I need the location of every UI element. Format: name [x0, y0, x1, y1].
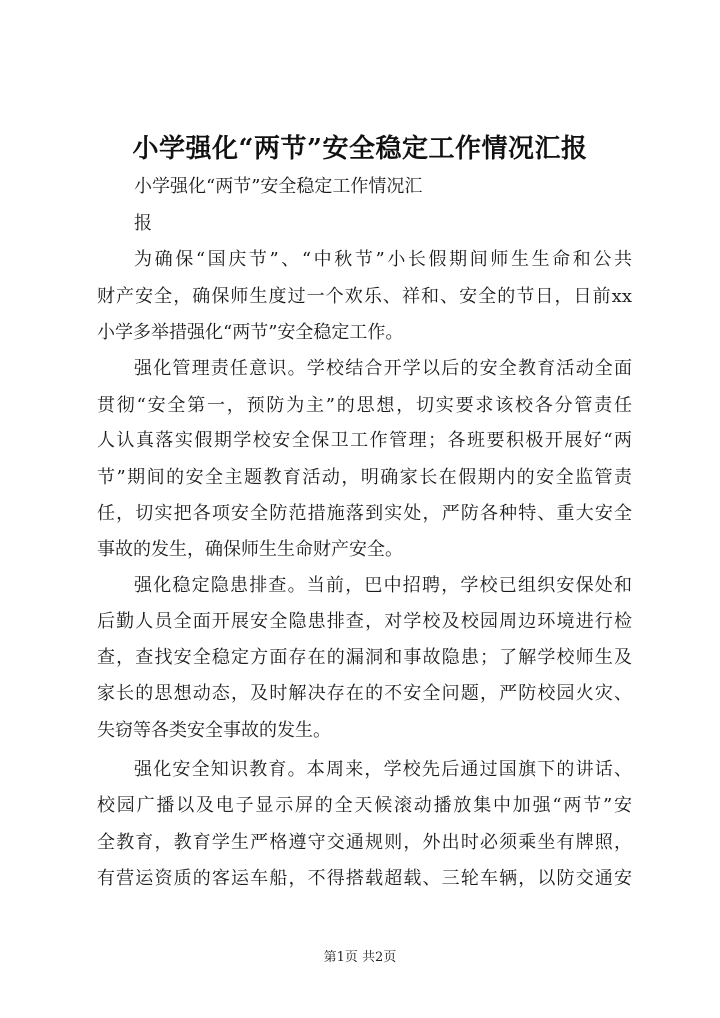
paragraph-line: 人认真落实假期学校安全保卫工作管理；各班要积极开展好“两: [97, 430, 632, 451]
subtitle-line: 小学强化“两节”安全稳定工作情况汇: [134, 176, 423, 197]
subtitle-line: 报: [134, 213, 152, 234]
paragraph-line: 事故的发生，确保师生生命财产安全。: [97, 539, 403, 560]
paragraph-line: 贯彻“安全第一，预防为主”的思想，切实要求该校各分管责任: [97, 395, 632, 416]
paragraph-line: 小学多举措强化“两节”安全稳定工作。: [97, 322, 404, 343]
paragraph-line: 失窃等各类安全事故的发生。: [97, 720, 331, 741]
paragraph-line: 节”期间的安全主题教育活动，明确家长在假期内的安全监管责: [97, 467, 632, 488]
paragraph-line: 财产安全，确保师生度过一个欢乐、祥和、安全的节日，日前xx: [97, 286, 632, 307]
paragraph-line: 查，查找安全稳定方面存在的漏洞和事故隐患；了解学校师生及: [97, 647, 632, 668]
paragraph-line: 强化管理责任意识。学校结合开学以后的安全教育活动全面: [134, 358, 632, 379]
paragraph-line: 有营运资质的客运车船，不得搭载超载、三轮车辆，以防交通安: [97, 868, 632, 889]
paragraph-line: 强化安全知识教育。本周来，学校先后通过国旗下的讲话、: [134, 759, 632, 780]
page-number: 第1页 共2页: [323, 950, 397, 965]
paragraph-line: 后勤人员全面开展安全隐患排查，对学校及校园周边环境进行检: [97, 611, 632, 632]
document-title: 小学强化“两节”安全稳定工作情况汇报: [132, 134, 588, 164]
paragraph-line: 家长的思想动态，及时解决存在的不安全问题，严防校园火灾、: [97, 683, 632, 704]
paragraph-line: 任，切实把各项安全防范措施落到实处，严防各种特、重大安全: [97, 503, 632, 524]
paragraph-line: 强化稳定隐患排查。当前，巴中招聘，学校已组织安保处和: [134, 575, 632, 596]
paragraph-line: 全教育，教育学生严格遵守交通规则，外出时必须乘坐有牌照，: [97, 832, 632, 853]
paragraph-line: 为确保“国庆节”、“中秋节”小长假期间师生生命和公共: [134, 249, 632, 270]
paragraph-line: 校园广播以及电子显示屏的全天候滚动播放集中加强“两节”安: [97, 795, 632, 816]
